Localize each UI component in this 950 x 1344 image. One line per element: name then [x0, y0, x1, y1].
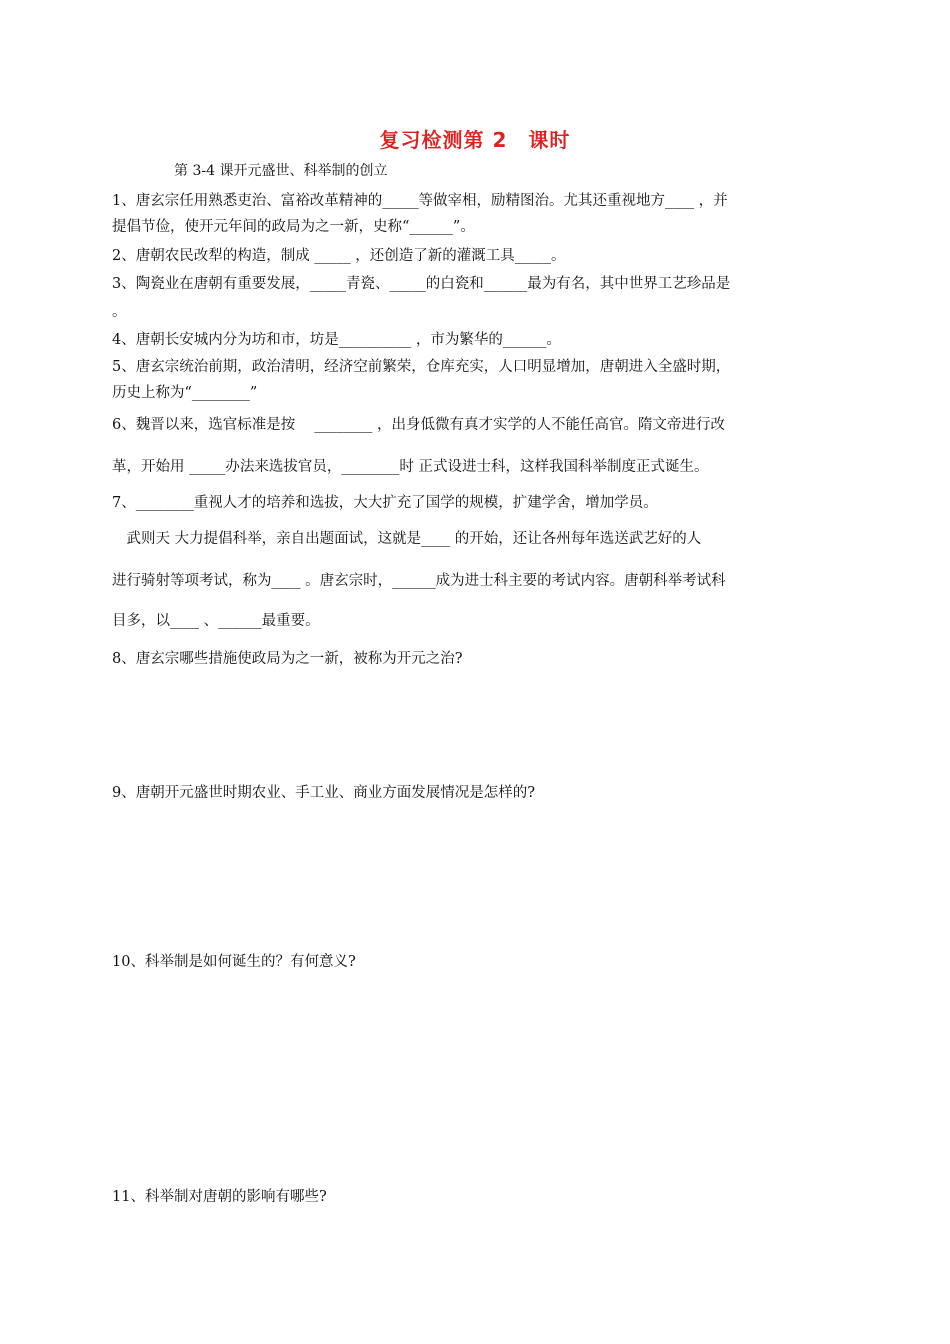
text-line: 提倡节俭，使开元年间的政局为之一新，史称“______”。 [112, 219, 475, 235]
text-line: 5、唐玄宗统治前期，政治清明，经济空前繁荣，仓库充实，人口明显增加，唐朝进入全盛时期， [112, 359, 731, 375]
text-line: 革，开始用 _____办法来选拔官员，________时 正式设进士科，这样我国科举制度正式诞生。 [112, 459, 709, 475]
lesson-subtitle: 第 3-4 课开元盛世、科举制的创立 [174, 163, 388, 179]
text-line: 历史上称为“________” [112, 385, 258, 401]
text-line: 6、魏晋以来，选官标准是按 ________ ，出身低微有真才实学的人不能任高官。隋文帝进行改 [112, 417, 725, 433]
question-11: 11、科举制对唐朝的影响有哪些? [112, 1189, 327, 1205]
text-line: 7、________重视人才的培养和选拔，大大扩充了国学的规模，扩建学舍，增加学员。 [112, 495, 658, 511]
text-line: 3、陶瓷业在唐朝有重要发展，_____青瓷、_____的白瓷和______最为有名，其中世界工艺珍品是 [112, 276, 731, 292]
text-line: 2、唐朝农民改犁的构造，制成 _____ ，还创造了新的灌溉工具_____。 [112, 248, 566, 264]
text-line: 1、唐玄宗任用熟悉吏治、富裕改革精神的_____等做宰相，励精图治。尤其还重视地方____ ，并 [112, 193, 728, 209]
text-line: 4、唐朝长安城内分为坊和市，坊是__________ ，市为繁华的______。 [112, 332, 561, 348]
text-line: 。 [112, 304, 127, 320]
question-9: 9、唐朝开元盛世时期农业、手工业、商业方面发展情况是怎样的? [112, 785, 535, 801]
page-title: 复习检测第 2 课时 [379, 128, 571, 152]
text-line: 武则天 大力提倡科举，亲自出题面试，这就是____ 的开始，还让各州每年选送武艺好的人 [112, 531, 702, 547]
text-line: 进行骑射等项考试，称为____ 。唐玄宗时，______成为进士科主要的考试内容。唐朝科举考试科 [112, 573, 726, 589]
question-8: 8、唐玄宗哪些措施使政局为之一新，被称为开元之治? [112, 651, 463, 667]
question-10: 10、科举制是如何诞生的？有何意义? [112, 954, 356, 970]
text-line: 目多，以____ 、______最重要。 [112, 613, 320, 629]
